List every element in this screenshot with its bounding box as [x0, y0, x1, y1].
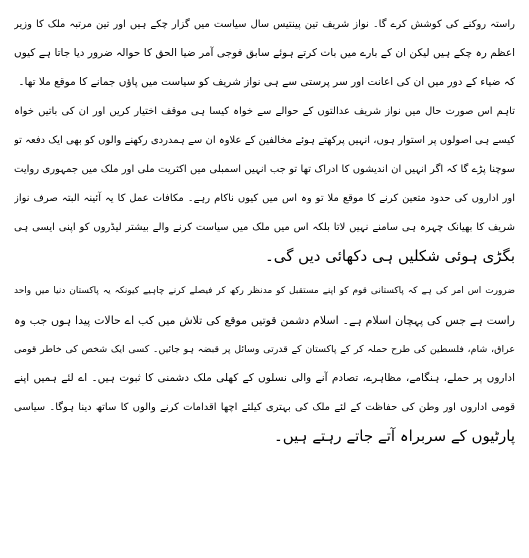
text-line: راست ہے جس کی پہچان اسلام ہے۔ اسلام دشمن قوتیں موقع کی تلاش میں کب اے حالات پیدا ہوں جب وہ — [14, 314, 515, 327]
text-line: کیسے ہی اصولوں پر استوار ہوں، انہیں پرکھتے ہوئے مخالفین کے علاوہ ان سے ہمدردی رکھنے والوں کو بھی ایک دفعہ تو — [14, 135, 515, 146]
text-line: بگڑی ہوئی شکلیں ہی دکھائی دیں گی۔ — [264, 247, 515, 265]
text-line: عراق، شام، فلسطین کی طرح حملہ کر کے پاکستان کے قدرتی وسائل پر قبضہ ہو جائیں۔ کسی ایک شخص کی خاطر قومی — [14, 344, 515, 355]
text-line: اداروں پر حملے، ہنگامے، مظاہرے، تصادم آنے والی نسلوں کے کھلی ملک دشمنی کا ثبوت ہیں۔ اے لئے ہمیں اپنے — [14, 372, 515, 384]
text-line: ضرورت اس امر کی ہے کہ پاکستانی قوم کو اپنے مستقبل کو مدنظر رکھ کر فیصلے کرنے چاہیے کیونکہ یہ پاکستان دنیا میں واحد — [14, 286, 515, 296]
text-line: تاہم اس صورت حال میں نواز شریف عدالتوں کے حوالے سے خواہ کیسا ہی موقف اختیار کریں اور ان کی باتیں خواہ — [14, 106, 515, 117]
text-line: شریف کا بھیانک چہرہ ہی سامنے نہیں لاتا بلکہ اس میں ملک میں سیاست کرنے والے بیشتر لیڈروں کو اپنی ایسی ہی — [14, 222, 515, 233]
text-line: کہ ضیاء کے دور میں ان کی اعانت اور سر پرستی سے ہی نواز شریف کو سیاست میں پاؤں جمانے کا موقع ملا تھا۔ — [18, 76, 515, 88]
text-line: راستہ روکنے کی کوشش کرے گا۔ نواز شریف تین پینتیس سال سیاست میں گزار چکے ہیں اور تین مرتبہ ملک کا وزیر — [14, 19, 515, 30]
text-line: اعظم رہ چکے ہیں لیکن ان کے بارے میں بات کرتے ہوئے سابق فوجی آمر ضیا الحق کا حوالہ ضرور دیا جاتا ہے کیوں — [14, 47, 515, 59]
paragraph-nawaz-sharif — [14, 10, 515, 271]
text-line: قومی اداروں اور وطن کی حفاظت کے لئے ملک کی بہتری کیلئے اچھا اقدامات کرنے والوں کا ساتھ دینا ہوگا۔ سیاسی — [14, 402, 515, 413]
paragraph-pakistani-nation — [14, 277, 515, 451]
text-line: اور اداروں کی حدود متعین کرنے کا موقع ملا تو وہ اس میں کیوں ناکام رہے۔ مکافات عمل کا یہ آئینہ البتہ صرف نواز — [14, 193, 515, 204]
text-line: سوچنا پڑے گا کہ اگر انہیں ان اندیشوں کا ادراک تھا تو جب انہیں اسمبلی میں اکثریت ملی اور ملک میں جمہوری روایت — [14, 164, 515, 175]
text-line: پارٹیوں کے سربراہ آتے جاتے رہتے ہیں۔ — [273, 427, 515, 445]
